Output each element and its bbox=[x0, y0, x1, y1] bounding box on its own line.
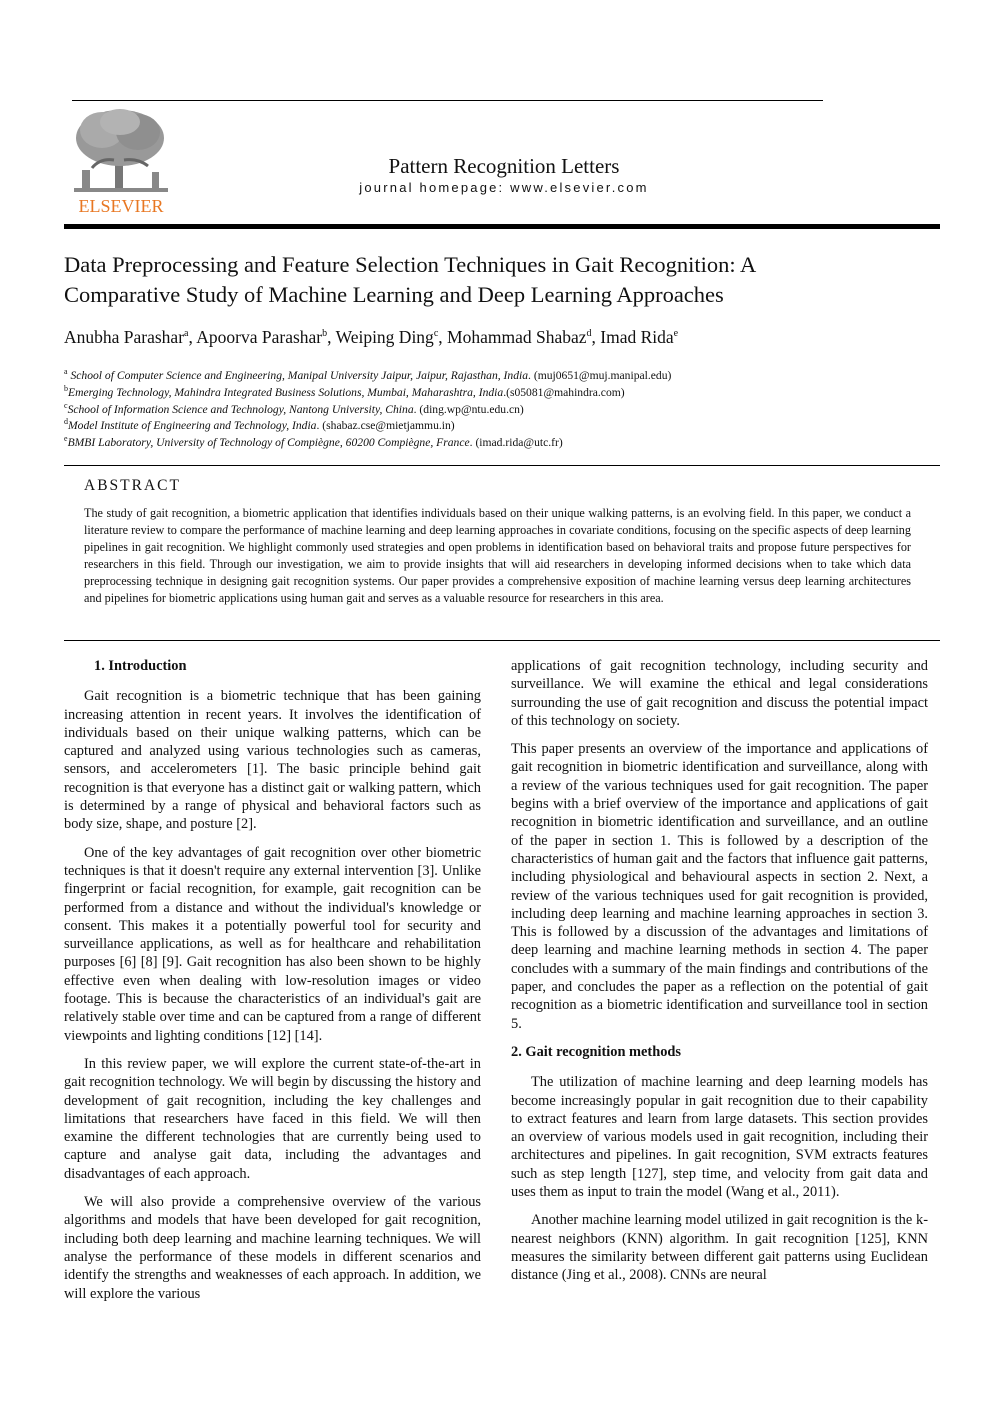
header-top-rule bbox=[72, 100, 823, 101]
affiliation-institution: School of Information Science and Technology, Nantong University, China bbox=[67, 402, 414, 416]
journal-homepage: journal homepage: www.elsevier.com bbox=[359, 180, 649, 195]
body-paragraph: We will also provide a comprehensive overview of the various algorithms and models that have been developed for gait recognition, including both deep learning and machine learning techniques. We will analyse the performance of these models in different scenarios and identify the strengths and weaknesses of each approach. In addition, we will explore the various bbox=[64, 1194, 481, 1302]
paper-title-line-1: Data Preprocessing and Feature Selection Techniques in Gait Recognition: A bbox=[64, 252, 757, 277]
author-name: Imad Rida bbox=[600, 327, 674, 347]
affiliation-sup: c bbox=[64, 401, 68, 410]
body-paragraph: One of the key advantages of gait recognition over other biometric techniques is that it doesn't require any external intervention [3]. Unlike fingerprint or facial recognition, for example, gait recognition can be performed from a distance and without the individual's knowledge or consent. This makes it a potentially powerful tool for security and surveillance applications, as well as for healthcare and rehabilitation purposes [6] [8] [9]. Gait recognition has also been shown to be highly effective even when dealing with low-resolution images or video footage. This is because the characteristics of an individual's gait are relatively stable over time and can be captured from a range of different viewpoints and lighting conditions [12] [14]. bbox=[64, 844, 481, 1044]
affiliation-e bbox=[64, 434, 944, 449]
body-paragraph: applications of gait recognition technology, including security and surveillance. We will examine the ethical and legal considerations surrounding the use of gait recognition and discuss the potential impact of this technology on society. bbox=[511, 658, 928, 729]
author-sup: e bbox=[673, 328, 679, 340]
affiliation-c bbox=[64, 401, 944, 416]
affiliation-b bbox=[64, 384, 944, 399]
affiliation-sup: a bbox=[64, 367, 68, 376]
abstract-text: The study of gait recognition, a biometric application that identifies individuals based on their unique walking patterns, is an evolving field. In this paper, we conduct a literature review to compare the performance of machine learning and deep learning approaches in covariate conditions, focusing on the specific aspects of deep learning pipelines in gait recognition. We highlight commonly used strategies and open problems in identification based on behavioral traits and propose future perspectives for researchers in this field. Through our investigation, we aim to provide insights that will aid researchers in developing informed decisions when to take which data preprocessing technique in designing gait recognition systems. Our paper provides a comprehensive exposition of machine learning versus deep learning architectures and pipelines for biometric applications using human gait and serves as a valuable resource for researchers in this area. bbox=[84, 506, 911, 605]
body-column-left bbox=[64, 657, 481, 1313]
section-heading-methods: 2. Gait recognition methods bbox=[511, 1043, 682, 1060]
paper-title bbox=[64, 250, 924, 310]
affiliation-email: . (imad.rida@utc.fr) bbox=[469, 435, 563, 449]
body-column-right bbox=[511, 657, 928, 1295]
affiliation-sup: b bbox=[64, 384, 68, 393]
elsevier-logo bbox=[72, 108, 170, 216]
section-heading-introduction: 1. Introduction bbox=[94, 658, 187, 674]
affiliation-sup: e bbox=[64, 434, 68, 443]
affiliation-a bbox=[64, 367, 944, 382]
elsevier-tree-icon bbox=[72, 108, 170, 216]
header-thick-rule bbox=[64, 224, 940, 229]
body-paragraph: This paper presents an overview of the importance and applications of gait recognition in biometric identification and surveillance, along with a review of the various techniques used for gait recognition. The paper begins with a brief overview of the importance and applications of gait recognition in biometric identification and surveillance, and an outline of the paper in section 1. This is followed by a description of the characteristics of human gait and the factors that influence gait patterns, including physiological and behavioural aspects in section 2. Next, a review of the various techniques used for gait recognition is provided, including deep learning and machine learning approaches in section 3. This is followed by a discussion of the advantages and limitations of deep learning and machine learning methods in section 4. The paper concludes with a summary of the main findings and contributions of the paper, and concludes the paper as a reflection on the potential of gait recognition as a biometric identification and surveillance tool in section 5. bbox=[511, 741, 928, 1032]
author-sup: a bbox=[184, 328, 189, 340]
author-name: Mohammad Shabaz bbox=[447, 327, 587, 347]
affiliation-email: .(s05081@mahindra.com) bbox=[503, 385, 625, 399]
affiliation-d bbox=[64, 417, 944, 432]
abstract-bottom-rule bbox=[64, 640, 940, 641]
body-paragraph: In this review paper, we will explore the current state-of-the-art in gait recognition technology. We will begin by discussing the history and development of gait recognition, including the key challenges and limitations that researchers have faced in this field. We will then examine the different technologies that are currently being used to capture and analyse gait data, including the advantages and disadvantages of each approach. bbox=[64, 1055, 481, 1182]
elsevier-wordmark: ELSEVIER bbox=[78, 196, 164, 216]
author-sup: c bbox=[433, 328, 439, 340]
affiliation-institution: Emerging Technology, Mahindra Integrated Business Solutions, Mumbai, Maharashtra, India bbox=[68, 385, 504, 399]
affiliation-email: . (muj0651@muj.manipal.edu) bbox=[528, 368, 672, 382]
affiliation-email: . (ding.wp@ntu.edu.cn) bbox=[413, 402, 524, 416]
paper-title-line-2: Comparative Study of Machine Learning and Deep Learning Approaches bbox=[64, 282, 724, 307]
author-list: Anubha Parashar$^a$, Apoorva Parashar$^b$, Weiping Ding$^c$, Mohammad Shabaz$^d$, Imad Rida$^e$ bbox=[64, 327, 679, 347]
author-name: Weiping Ding bbox=[335, 327, 434, 347]
affiliation-institution: BMBI Laboratory, University of Technology of Compiègne, 60200 Compiègne, France bbox=[67, 435, 470, 449]
abstract-top-rule bbox=[64, 465, 940, 466]
author-sup: b bbox=[322, 328, 328, 340]
body-paragraph: The utilization of machine learning and deep learning models has become increasingly popular in gait recognition due to their capability to extract features and learn from large datasets. This section provides an overview of various models used in gait recognition, including their architectures and pipelines. In gait recognition, SVM extracts features such as step length [127], step time, and velocity from gait data and uses them as input to train the model (Wang et al., 2011). bbox=[511, 1074, 928, 1201]
author-name: Anubha Parashar bbox=[64, 327, 185, 347]
abstract-heading: ABSTRACT bbox=[84, 477, 181, 494]
affiliation-sup: d bbox=[64, 417, 68, 426]
author-name: Apoorva Parashar bbox=[196, 327, 323, 347]
affiliation-email: . (shabaz.cse@mietjammu.in) bbox=[316, 418, 455, 432]
affiliation-institution: Model Institute of Engineering and Technology, India bbox=[68, 418, 317, 432]
body-paragraph: Another machine learning model utilized in gait recognition is the k-nearest neighbors (KNN) algorithm. In gait recognition [125], KNN measures the similarity between different gait patterns using Euclidean distance (Jing et al., 2008). CNNs are neural bbox=[511, 1212, 928, 1284]
journal-title: Pattern Recognition Letters bbox=[388, 154, 620, 178]
affiliation-institution: School of Computer Science and Engineering, Manipal University Jaipur, Jaipur, Rajasthan, India bbox=[67, 368, 529, 382]
author-sup: d bbox=[586, 328, 592, 340]
body-paragraph: Gait recognition is a biometric technique that has been gaining increasing attention in recent years. It involves the identification of individuals based on their unique walking patterns, which can be captured and analyzed using various technologies such as cameras, sensors, and accelerometers [1]. The basic principle behind gait recognition is that everyone has a distinct gait or walking pattern, which is determined by a range of physical and behavioral factors such as body size, shape, and posture [2]. bbox=[64, 688, 481, 833]
